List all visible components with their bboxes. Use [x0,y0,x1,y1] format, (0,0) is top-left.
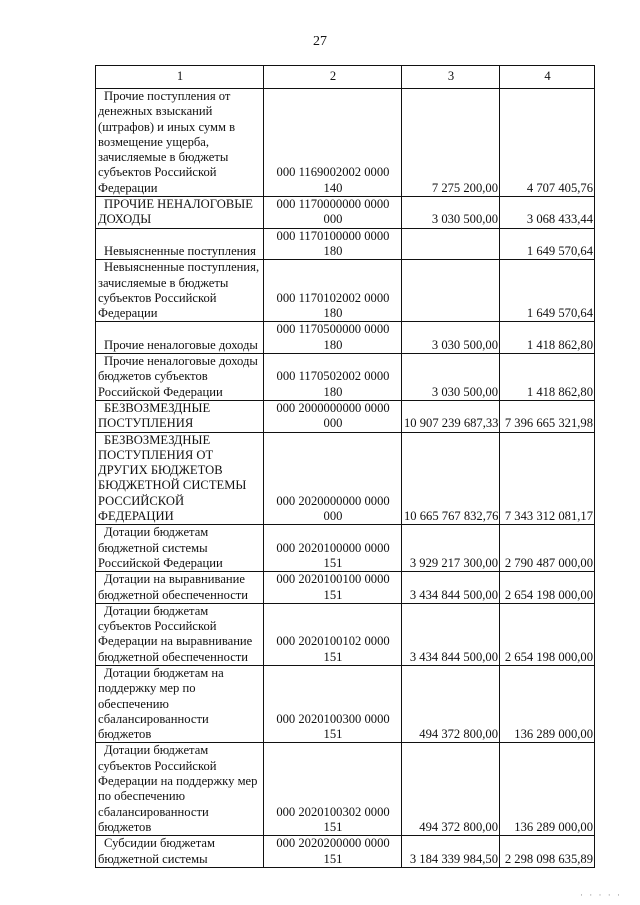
column-header: 4 [500,66,595,89]
table-row [96,228,595,260]
row-name-cell: Дотации на выравнивание бюджетной обеспеченности [96,572,264,604]
row-name-cell: БЕЗВОЗМЕЗДНЫЕ ПОСТУПЛЕНИЯ ОТ ДРУГИХ БЮДЖЕТОВ БЮДЖЕТНОЙ СИСТЕМЫ РОССИЙСКОЙ ФЕДЕРАЦИИ [96,432,264,525]
page-number: 27 [313,34,327,49]
table-row [96,400,595,432]
row-value-col3-cell: 494 372 800,00 [402,743,500,836]
row-value-col3-cell: 10 665 767 832,76 [402,432,500,525]
row-value-col3-cell: 7 275 200,00 [402,89,500,197]
table-row [96,525,595,572]
row-value-col4-cell: 136 289 000,00 [500,743,595,836]
row-value-col4-cell: 2 654 198 000,00 [500,603,595,665]
row-code-cell: 000 2020200000 0000 151 [264,836,402,868]
row-name-cell: Прочие неналоговые доходы [96,322,264,354]
table-row [96,572,595,604]
row-name-cell: ПРОЧИЕ НЕНАЛОГОВЫЕ ДОХОДЫ [96,197,264,229]
row-code-cell: 000 2020100100 0000 151 [264,572,402,604]
row-value-col3-cell [402,228,500,260]
row-code-cell: 000 2020000000 0000 000 [264,432,402,525]
column-header: 3 [402,66,500,89]
row-value-col3-cell: 494 372 800,00 [402,665,500,742]
row-code-cell: 000 2020100000 0000 151 [264,525,402,572]
row-code-cell: 000 1170502002 0000 180 [264,354,402,401]
row-code-cell: 000 2020100300 0000 151 [264,665,402,742]
column-header: 1 [96,66,264,89]
row-value-col4-cell: 136 289 000,00 [500,665,595,742]
row-name-cell: Невыясненные поступления [96,228,264,260]
row-value-col4-cell: 2 298 098 635,89 [500,836,595,868]
row-name-cell: Прочие поступления от денежных взысканий (штрафов) и иных сумм в возмещение ущерба, зачисляемые в бюджеты субъектов Российской Федерации [96,89,264,197]
table-row [96,603,595,665]
row-value-col4-cell: 2 654 198 000,00 [500,572,595,604]
row-value-col4-cell: 7 396 665 321,98 [500,400,595,432]
row-code-cell: 000 2020100302 0000 151 [264,743,402,836]
row-code-cell: 000 1169002002 0000 140 [264,89,402,197]
row-code-cell: 000 1170100000 0000 180 [264,228,402,260]
row-value-col3-cell: 3 434 844 500,00 [402,572,500,604]
row-value-col4-cell: 1 418 862,80 [500,322,595,354]
column-header: 2 [264,66,402,89]
row-name-cell: Дотации бюджетам субъектов Российской Федерации на выравнивание бюджетной обеспеченности [96,603,264,665]
table-row [96,665,595,742]
table-row [96,432,595,525]
row-value-col4-cell: 4 707 405,76 [500,89,595,197]
row-value-col4-cell: 3 068 433,44 [500,197,595,229]
row-value-col4-cell: 2 790 487 000,00 [500,525,595,572]
row-code-cell: 000 1170500000 0000 180 [264,322,402,354]
table-header-row [96,66,595,89]
row-value-col4-cell: 7 343 312 081,17 [500,432,595,525]
table-row [96,89,595,197]
row-value-col4-cell: 1 649 570,64 [500,228,595,260]
budget-table [95,65,595,868]
row-value-col4-cell: 1 649 570,64 [500,260,595,322]
row-name-cell: Дотации бюджетам на поддержку мер по обеспечению сбалансированности бюджетов [96,665,264,742]
row-code-cell: 000 2020100102 0000 151 [264,603,402,665]
row-code-cell: 000 1170000000 0000 000 [264,197,402,229]
margin-dots: · · · · · [580,890,622,900]
table-row [96,260,595,322]
row-value-col3-cell: 3 030 500,00 [402,197,500,229]
row-value-col3-cell: 3 184 339 984,50 [402,836,500,868]
row-value-col3-cell: 3 434 844 500,00 [402,603,500,665]
row-name-cell: Невыясненные поступления, зачисляемые в бюджеты субъектов Российской Федерации [96,260,264,322]
table-row [96,743,595,836]
table-row [96,197,595,229]
row-value-col3-cell: 3 030 500,00 [402,322,500,354]
row-name-cell: Прочие неналоговые доходы бюджетов субъектов Российской Федерации [96,354,264,401]
table-row [96,836,595,868]
row-value-col3-cell: 3 929 217 300,00 [402,525,500,572]
row-name-cell: Дотации бюджетам субъектов Российской Федерации на поддержку мер по обеспечению сбалансированности бюджетов [96,743,264,836]
row-name-cell: Дотации бюджетам бюджетной системы Российской Федерации [96,525,264,572]
table-row [96,354,595,401]
row-name-cell: БЕЗВОЗМЕЗДНЫЕ ПОСТУПЛЕНИЯ [96,400,264,432]
row-code-cell: 000 1170102002 0000 180 [264,260,402,322]
row-value-col3-cell: 10 907 239 687,33 [402,400,500,432]
table-row [96,322,595,354]
row-value-col3-cell: 3 030 500,00 [402,354,500,401]
row-value-col3-cell [402,260,500,322]
row-code-cell: 000 2000000000 0000 000 [264,400,402,432]
row-value-col4-cell: 1 418 862,80 [500,354,595,401]
row-name-cell: Субсидии бюджетам бюджетной системы [96,836,264,868]
